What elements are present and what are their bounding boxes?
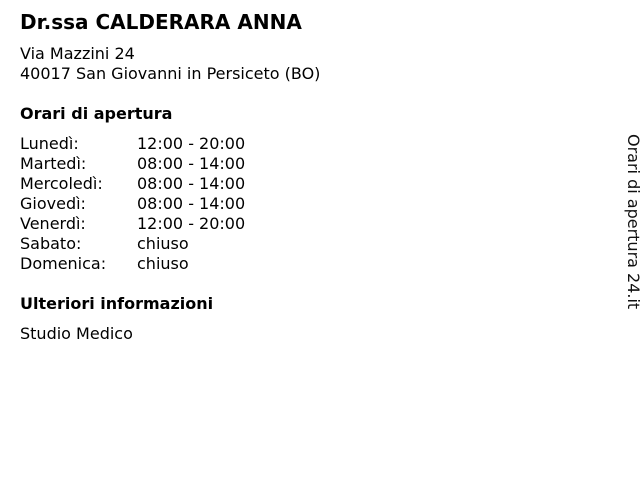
address-city: 40017 San Giovanni in Persiceto (BO)	[20, 64, 321, 83]
hours-row-thursday	[20, 194, 245, 214]
opening-hours-table	[20, 134, 245, 274]
hours-row-wednesday	[20, 174, 245, 194]
hours-row-monday	[20, 134, 245, 154]
hours-value: chiuso	[137, 254, 189, 273]
address-street: Via Mazzini 24	[20, 44, 135, 63]
hours-value: chiuso	[137, 234, 189, 253]
hours-value: 08:00 - 14:00	[137, 154, 246, 173]
hours-value: 08:00 - 14:00	[137, 174, 246, 193]
address-block	[20, 44, 320, 84]
day-label: Martedì:	[20, 154, 87, 173]
hours-row-friday	[20, 214, 245, 234]
more-info-text: Studio Medico	[20, 324, 133, 343]
hours-row-sunday	[20, 254, 245, 274]
day-label: Sabato:	[20, 234, 82, 253]
day-label: Venerdì:	[20, 214, 86, 233]
day-label: Mercoledì:	[20, 174, 103, 193]
day-label: Domenica:	[20, 254, 107, 273]
opening-hours-heading: Orari di apertura	[20, 104, 173, 123]
more-info-heading: Ulteriori informazioni	[20, 294, 214, 313]
business-name: Dr.ssa CALDERARA ANNA	[20, 10, 302, 34]
site-watermark: Orari di apertura 24.it	[624, 134, 643, 310]
hours-value: 12:00 - 20:00	[137, 134, 246, 153]
hours-row-tuesday	[20, 154, 245, 174]
hours-value: 08:00 - 14:00	[137, 194, 246, 213]
hours-row-saturday	[20, 234, 245, 254]
day-label: Lunedì:	[20, 134, 79, 153]
hours-value: 12:00 - 20:00	[137, 214, 246, 233]
day-label: Giovedì:	[20, 194, 86, 213]
